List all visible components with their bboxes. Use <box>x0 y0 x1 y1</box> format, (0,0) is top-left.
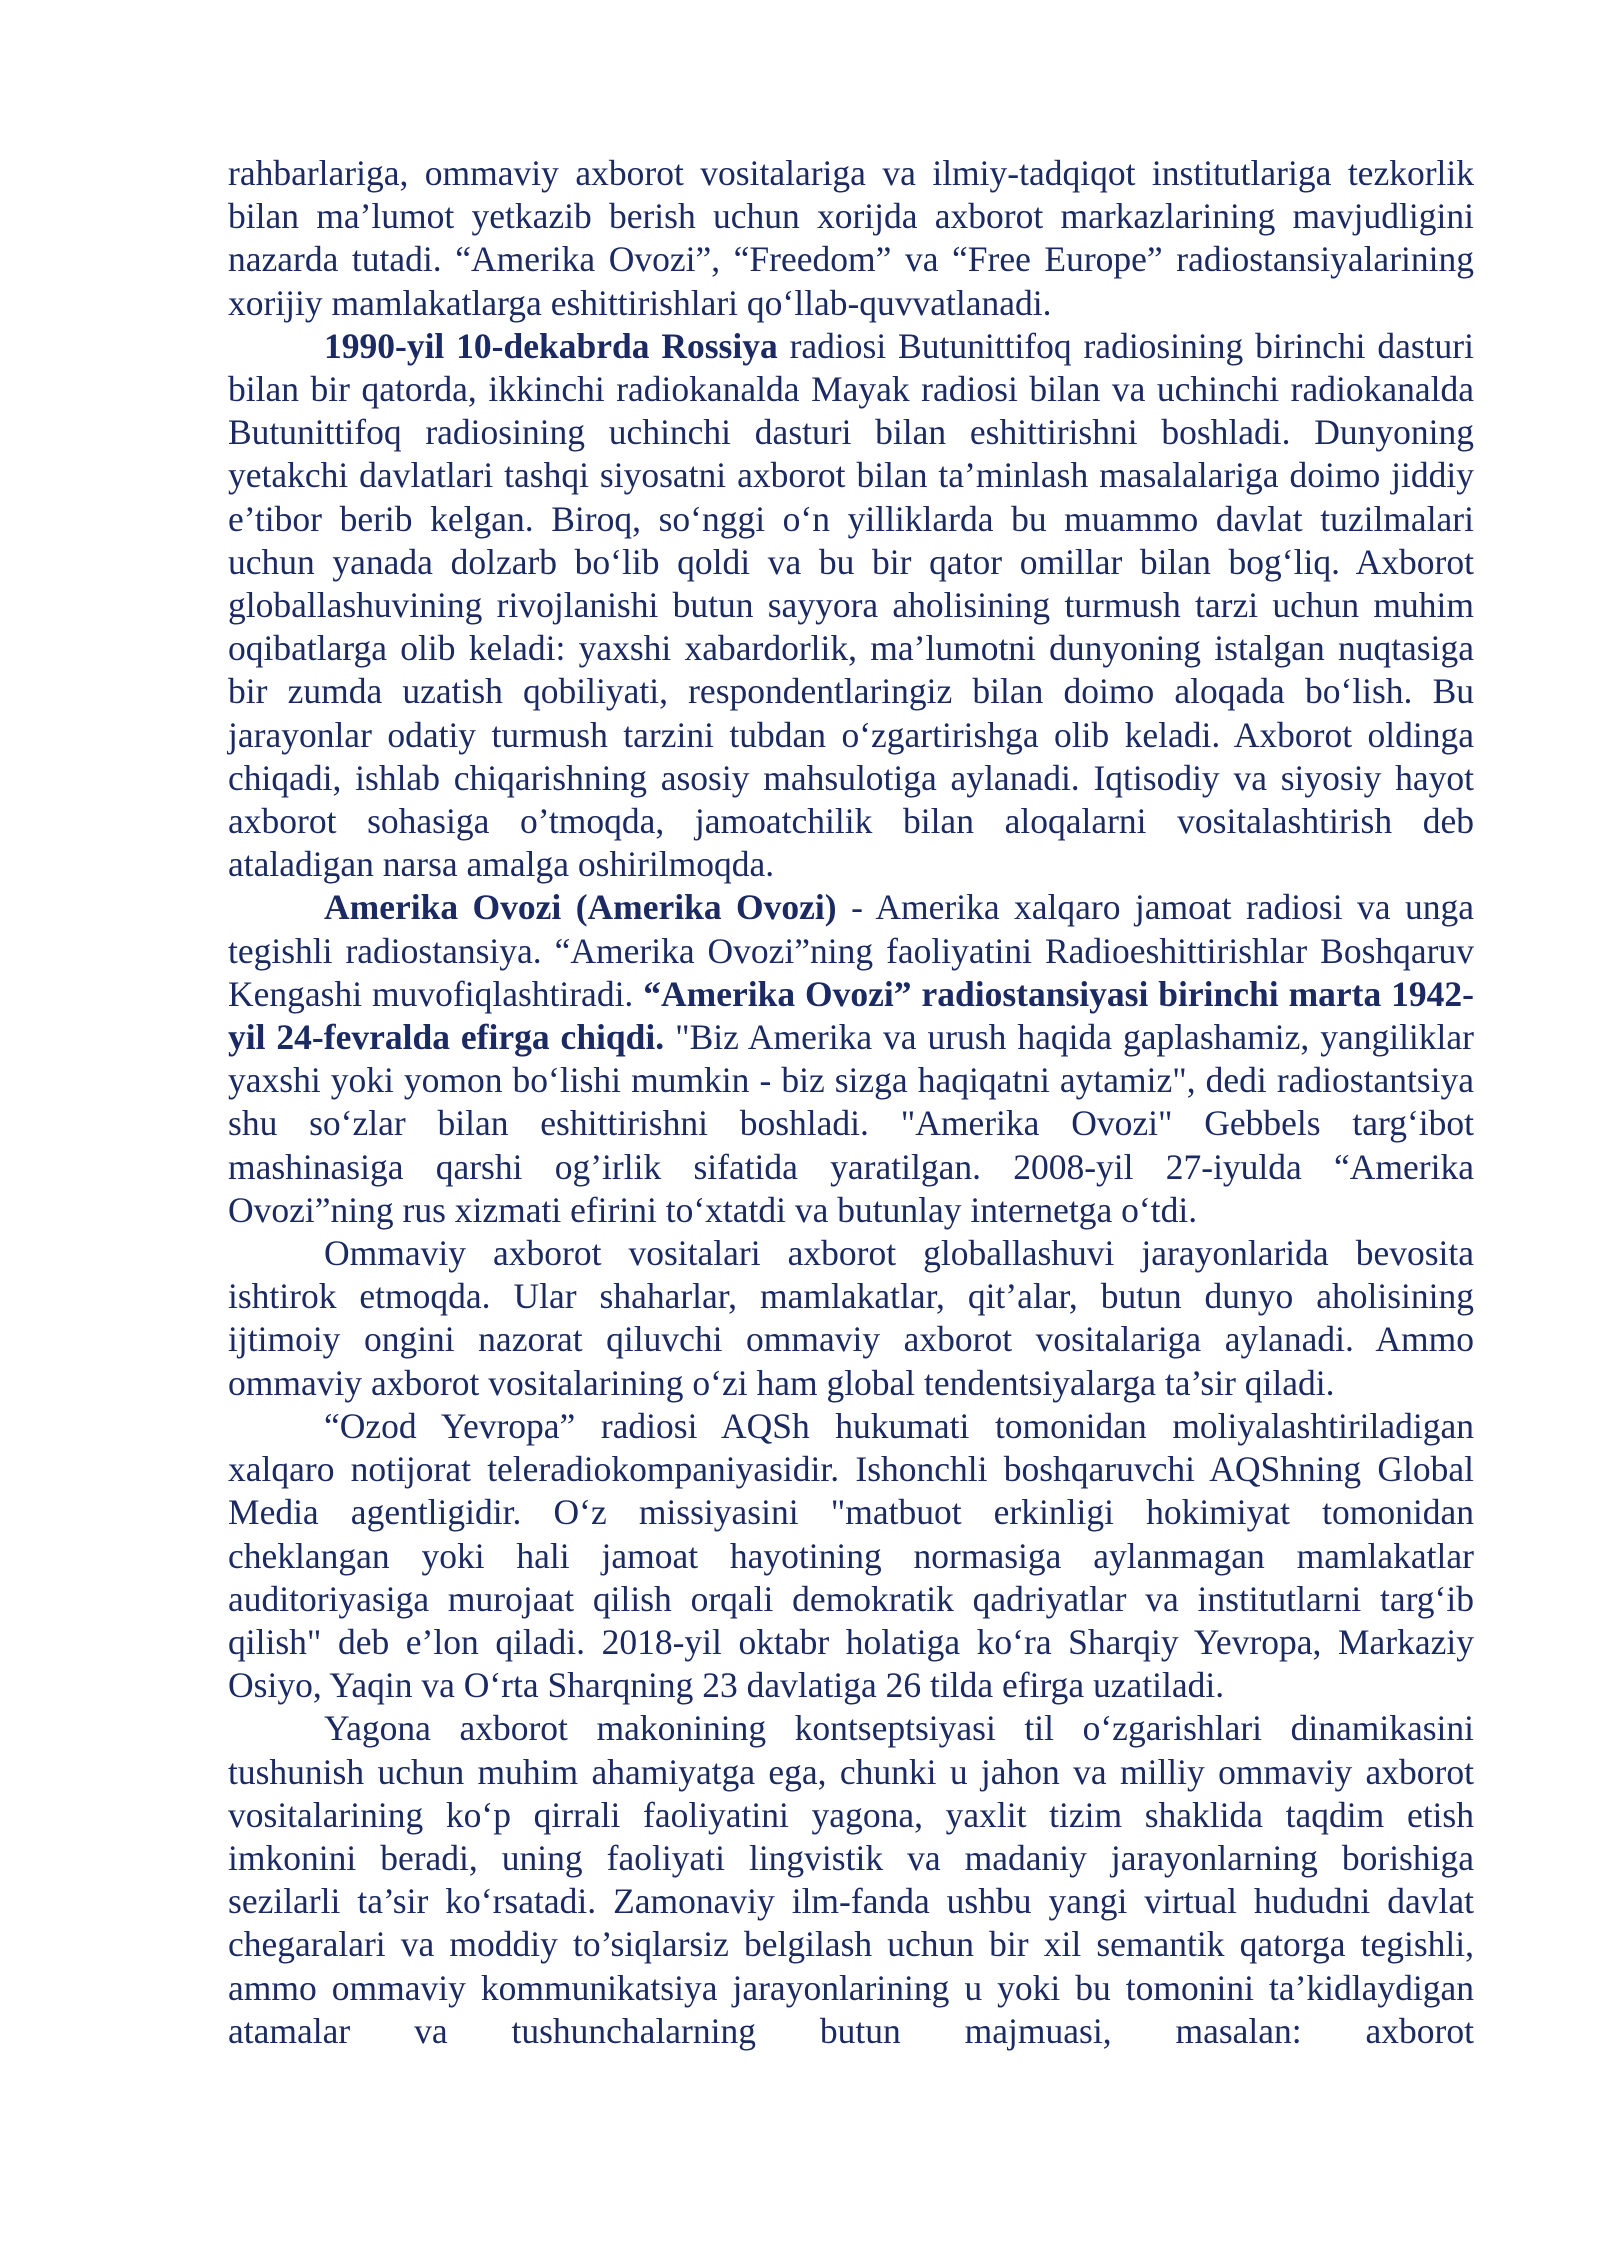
paragraph-text: “Ozod Yevropa” radiosi AQSh hukumati tomonidan moliyalashtiriladigan xalqaro notijorat teleradiokompaniyasidir. Ishonchli boshqaruvchi AQShning Global Media agentligidir. O‘z missiyasini "matbuot erkinligi hokimiyat tomonidan cheklangan yoki hali jamoat hayotining normasiga aylanmagan mamlakatlar auditoriyasiga murojaat qilish orqali demokratik qadriyatlar va institutlarni targ‘ib qilish" deb e’lon qiladi. 2018-yil oktabr holatiga ko‘ra Sharqiy Yevropa, Markaziy Osiyo, Yaqin va O‘rta Sharqning 23 davlatiga 26 tilda efirga uzatiladi. <box>228 1405 1474 1706</box>
bold-heading-term: Amerika Ovozi (Amerika Ovozi) <box>324 887 837 928</box>
paragraph-text: Yagona axborot makonining kontseptsiyasi til o‘zgarishlari dinamikasini tushunish uchun muhim ahamiyatga ega, chunki u jahon va milliy ommaviy axborot vositalarining ko‘p qirrali faoliyatini yagona, yaxlit tizim shaklida taqdim etish imkonini beradi, uning faoliyati lingvistik va madaniy jarayonlarning borishiga sezilarli ta’sir ko‘rsatadi. Zamonaviy ilm-fanda ushbu yangi virtual hududni davlat chegaralari va moddiy to’siqlarsiz belgilash uchun bir xil semantik qatorga tegishli, ammo ommaviy kommunikatsiya jarayonlarining u yoki bu tomonini ta’kidlaydigan atamalar va tushunchalarning butun majmuasi, masalan: axborot <box>228 1708 1474 2051</box>
paragraph-intro <box>228 152 1474 325</box>
bold-highlight-first-broadcast: “Amerika Ovozi” radiostansiyasi birinchi marta 1942-yil 24-fevralda efirga chiqdi. <box>228 973 1474 1058</box>
bold-heading-date: 1990-yil 10-dekabrda Rossiya <box>324 325 778 366</box>
paragraph-free-europe <box>228 1405 1474 1707</box>
paragraph-text: - Amerika xalqaro jamoat radiosi va unga tegishli radiostansiya. “Amerika Ovozi”ning faoliyatini Radioeshittirishlar Boshqaruv Kengashi muvofiqlashtiradi. <box>228 887 1475 1014</box>
document-page <box>228 152 1474 2053</box>
paragraph-information-space <box>228 1707 1474 2053</box>
paragraph-text: radiosi Butunittifoq radiosining birinchi dasturi bilan bir qatorda, ikkinchi radiokanalda Mayak radiosi bilan va uchinchi radiokanalda Butunittifoq radiosining uchinchi dasturi bilan eshittirishni boshladi. Dunyoning yetakchi davlatlari tashqi siyosatni axborot bilan ta’minlash masalalariga doimo jiddiy e’tibor berib kelgan. Biroq, so‘nggi o‘n yilliklarda bu muammo davlat tuzilmalari uchun yanada dolzarb bo‘lib qoldi va bu bir qator omillar bilan bog‘liq. Axborot globallashuvining rivojlanishi butun sayyora aholisining turmush tarzi uchun muhim oqibatlarga olib keladi: yaxshi xabardorlik, ma’lumotni dunyoning istalgan nuqtasiga bir zumda uzatish qobiliyati, respondentlaringiz bilan doimo aloqada bo‘lish. Bu jarayonlar odatiy turmush tarzini tubdan o‘zgartirishga olib keladi. Axborot oldinga chiqadi, ishlab chiqarishning asosiy mahsulotiga aylanadi. Iqtisodiy va siyosiy hayot axborot sohasiga o’tmoqda, jamoatchilik bilan aloqalarni vositalashtirish deb ataladigan narsa amalga oshirilmoqda. <box>228 325 1474 885</box>
paragraph-voice-of-america <box>228 886 1474 1232</box>
paragraph-text: rahbarlariga, ommaviy axborot vositalariga va ilmiy-tadqiqot institutlariga tezkorlik bilan ma’lumot yetkazib berish uchun xorijda axborot markazlarining mavjudligini nazarda tutadi. “Amerika Ovozi”, “Freedom” va “Free Europe” radiostansiyalarining xorijiy mamlakatlarga eshittirishlari qo‘llab-quvvatlanadi. <box>228 153 1474 323</box>
paragraph-text: Ommaviy axborot vositalari axborot globallashuvi jarayonlarida bevosita ishtirok etmoqda. Ular shaharlar, mamlakatlar, qit’alar, butun dunyo aholisining ijtimoiy ongini nazorat qiluvchi ommaviy axborot vositalariga aylanadi. Ammo ommaviy axborot vositalarining o‘zi ham global tendentsiyalarga ta’sir qiladi. <box>228 1233 1474 1403</box>
paragraph-mass-media <box>228 1232 1474 1405</box>
paragraph-russia-radio <box>228 325 1474 887</box>
paragraph-text: "Biz Amerika va urush haqida gaplashamiz, yangiliklar yaxshi yoki yomon bo‘lishi mumkin - biz sizga haqiqatni aytamiz", dedi radiostantsiya shu so‘zlar bilan eshittirishni boshladi. "Amerika Ovozi" Gebbels targ‘ibot mashinasiga qarshi og’irlik sifatida yaratilgan. 2008-yil 27-iyulda “Amerika Ovozi”ning rus xizmati efirini to‘xtatdi va butunlay internetga o‘tdi. <box>228 1017 1474 1230</box>
